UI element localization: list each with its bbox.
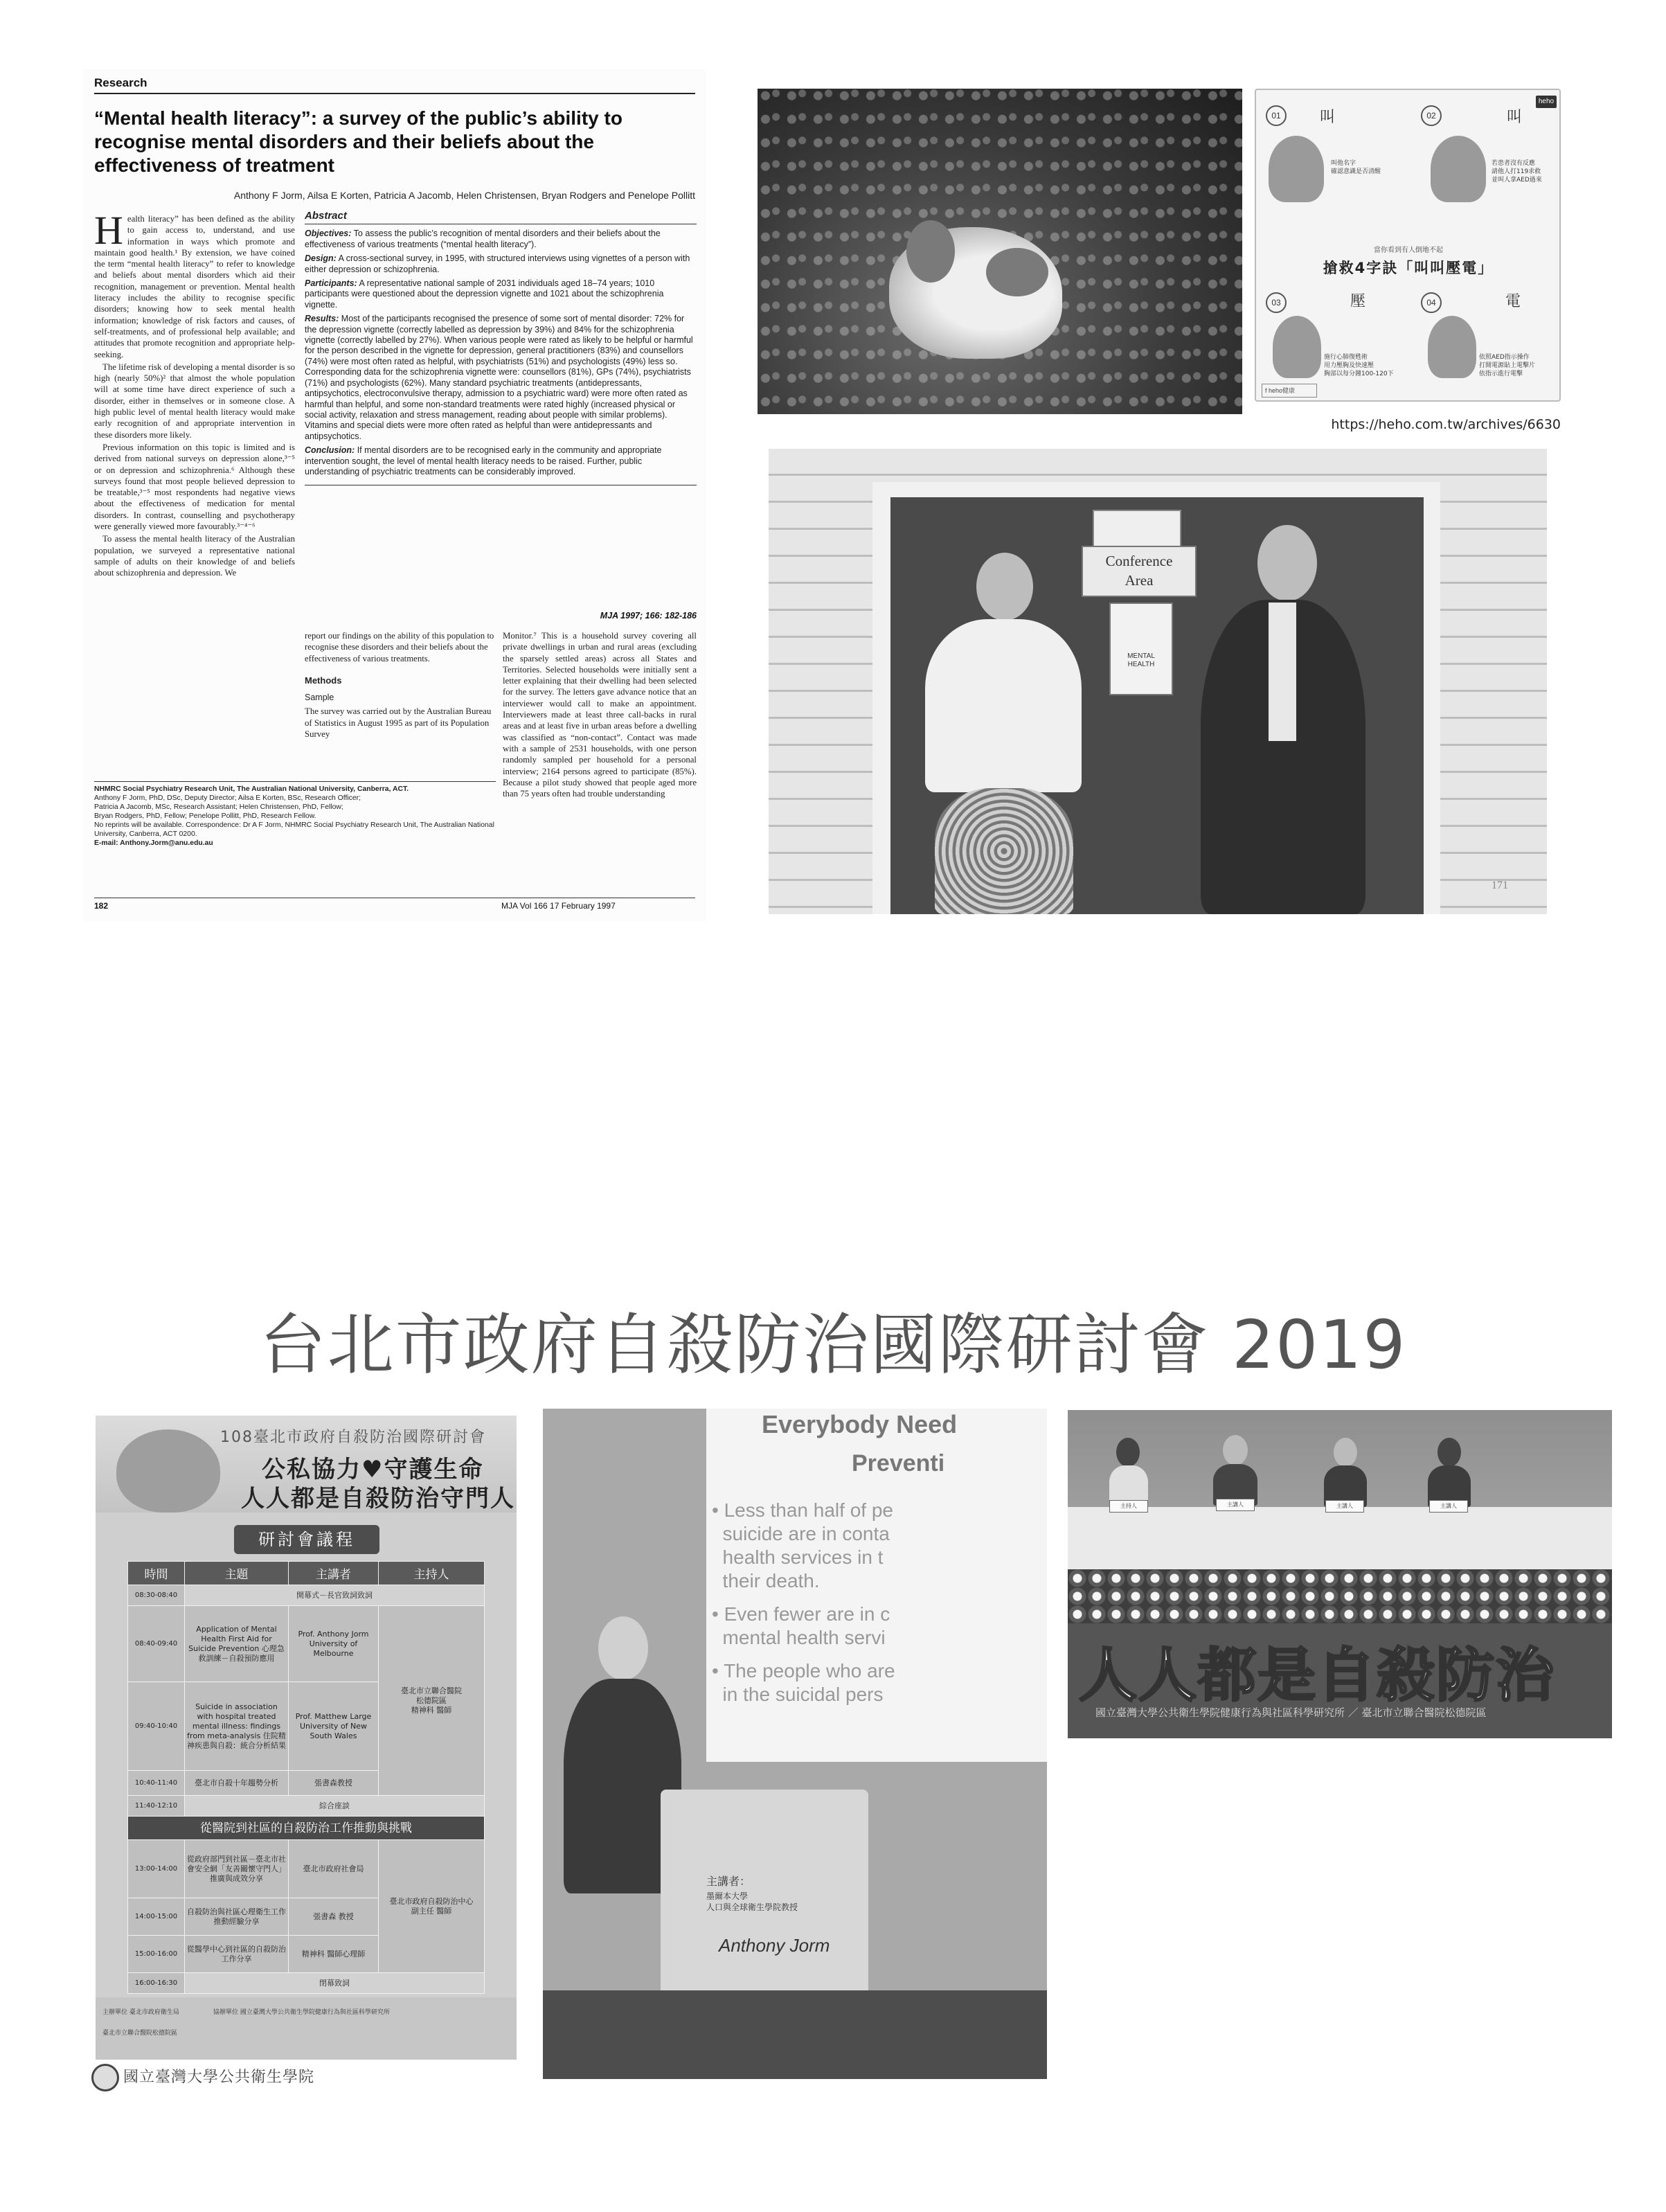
podium-affiliation: 墨爾本大學 人口與全球衛生學院教授 (706, 1891, 798, 1912)
organizer-line: 主辦單位 臺北市政府衛生局 (102, 2009, 179, 2016)
podium-label: 主講者： (706, 1875, 751, 1888)
step-number: 03 (1266, 292, 1287, 313)
affiliation-line: Patricia A Jacomb, MSc, Research Assistant; Helen Christensen, PhD, Fellow; (94, 803, 343, 811)
article-abstract (305, 211, 697, 485)
poster-slogan: 公私協力♥守護生命 (262, 1456, 484, 1483)
affiliation-line: Anthony F Jorm, PhD, DSc, Deputy Director; Ailsa E Korten, BSc, Research Officer; (94, 794, 361, 802)
lecture-photo (543, 1409, 1047, 2079)
step-caption: 若患者沒有反應 請他人打119求救 並叫人拿AED過來 (1492, 160, 1542, 184)
time-cell: 08:40-09:40 (128, 1606, 185, 1682)
table-row (128, 1606, 485, 1682)
sample-heading: Sample (305, 693, 334, 703)
step-word: 電 (1505, 293, 1521, 310)
step-word: 叫 (1320, 109, 1336, 126)
session-band-row (128, 1817, 485, 1840)
heart-illustration-icon (116, 1429, 220, 1513)
step-caption: 依照AED指示操作 打開電源貼上電擊片 依指示進行電擊 (1479, 354, 1536, 377)
banner-slogan: 人人都是自殺防治 (1079, 1641, 1556, 1709)
stage-floor (543, 1990, 1047, 2079)
article-right-column (503, 630, 697, 799)
person-head (598, 1616, 648, 1680)
article-methods-column (305, 630, 496, 740)
speaker-cell: Prof. Anthony Jorm University of Melbourne (289, 1606, 379, 1682)
topic-cell: Application of Mental Health First Aid for Suicide Prevention 心理急救訓練－自殺預防應用 (185, 1606, 289, 1682)
column-header: 主講者 (289, 1562, 379, 1585)
table-row (128, 1796, 485, 1817)
rescuer-figure-icon (1273, 316, 1321, 378)
person-head (1257, 525, 1317, 601)
intro-paragraph: To assess the mental health literacy of the Australian population, we surveyed a representative national sample of adults on their knowledge of and beliefs about schizophrenia and depression. We (94, 534, 295, 578)
body-paragraph: Monitor.⁷ This is a household survey covering all private dwellings in urban and rural areas (excluding the sparsely settled areas) across all States and Territories. Selected households were initially sent a letter explaining that their dwelling had been selected for the survey. The letters gave advance notice that an interviewer would call to make an appointment. Interviewers made at least three call-backs in rural areas and at least five in urban areas before a dwelling was classified as “non-contact”. Contact was made with a sample of 2531 households, with one person randomly sampled per household for a personal interview; 2164 persons agreed to participate (85%). Because a pilot study showed that people aged more than 75 years often had trouble understanding (503, 631, 697, 799)
infographic-step-4 (1417, 288, 1552, 392)
woman-figure (925, 553, 1082, 914)
rescuer-figure-icon (1269, 136, 1324, 202)
column-header: 主持人 (379, 1562, 485, 1585)
host-cell: 臺北市立聯合醫院 松德院區 精神科 醫師 (379, 1606, 485, 1796)
column-header: 時間 (128, 1562, 185, 1585)
article-title: “Mental health literacy”: a survey of the public’s ability to recognise mental disorders and their beliefs about the effectiveness of treatment (94, 107, 622, 176)
infographic-step-2 (1417, 101, 1552, 205)
person-head (976, 553, 1033, 621)
methods-heading: Methods (305, 675, 342, 686)
table-row (128, 1973, 485, 1994)
time-cell: 16:00-16:30 (128, 1973, 185, 1994)
aed-figure-icon (1428, 316, 1476, 378)
banner-organizers: 國立臺灣大學公共衛生學院健康行為與社區科學研究所 ／ 臺北市立聯合醫院松德院區 (1095, 1706, 1487, 1719)
step-caption: 施行心肺復甦術 用力壓胸及快速壓 胸部以每分鐘100-120下 (1324, 354, 1394, 377)
slide-bullet: suicide are in conta (712, 1523, 890, 1544)
flower-arrangement (1068, 1569, 1612, 1632)
person-head (1334, 1438, 1357, 1467)
rescuer-figure-icon (1431, 136, 1486, 202)
topic-cell: 從政府部門到社區－臺北市社會安全網「友善關懷守門人」推廣與成效分享 (185, 1840, 289, 1898)
time-cell: 15:00-16:00 (128, 1936, 185, 1973)
person-cardigan (925, 619, 1082, 792)
speaker-cell: 精神科 醫師心理師 (289, 1936, 379, 1973)
slide-title: Preventi (852, 1450, 945, 1477)
table-header-row (128, 1562, 485, 1585)
dog-ear (986, 248, 1048, 296)
host-cell: 臺北市政府自殺防治中心 副主任 醫師 (379, 1840, 485, 1973)
speaker-cell: 張書森教授 (289, 1771, 379, 1796)
table-row (128, 1840, 485, 1898)
drop-cap: H (94, 208, 123, 253)
dog-ear (906, 220, 955, 283)
slide-bullet: • Even fewer are in c (712, 1603, 890, 1625)
session-cell: 開幕式－長官致詞致詞 (185, 1585, 485, 1606)
affiliation-line: No reprints will be available. Correspondence: Dr A F Jorm, NHMRC Social Psychiatry Research Unit, The Australian National University, Canberra, ACT 0200. (94, 821, 494, 838)
step-caption: 叫他名字 確認意識是否清醒 (1331, 160, 1381, 175)
column-header: 主題 (185, 1562, 289, 1585)
person-head (1223, 1435, 1248, 1465)
slide-bullets (712, 1499, 1047, 1716)
speaker-cell: Prof. Matthew Large University of New South Wales (289, 1682, 379, 1771)
infographic-step-3 (1262, 288, 1397, 392)
projection-screen (706, 1409, 1047, 1762)
article-section-label: Research (94, 76, 695, 94)
slide-bullet: • The people who are (712, 1660, 895, 1682)
topic-cell: Suicide in association with hospital treated mental illness: findings from meta-analysis 住院精神疾患與自殺：統合分析結果 (185, 1682, 289, 1771)
man-figure (1201, 525, 1365, 914)
nameplate: 主講人 (1325, 1500, 1364, 1513)
session-band-title: 從醫院到社區的自殺防治工作推動與挑戰 (128, 1817, 485, 1840)
step-number: 01 (1266, 105, 1287, 126)
intro-paragraph: ealth literacy” has been defined as the ability to gain access to, understand, and use information in ways which promote and maintain good health.¹ By extension, we have coined the term “mental health literacy” to refer to knowledge and beliefs about mental disorders which aid their recognition, management or prevention. Mental health literacy includes the ability to recognise specific disorders; knowing how to seek mental health information; knowledge of risk factors and causes, of self-treatments, and of professional help available; and attitudes that promote recognition and appropriate help-seeking. (94, 214, 295, 359)
university-seal-icon (91, 2064, 119, 2091)
heho-badge: heho (1536, 96, 1557, 108)
session-cell: 綜合座談 (185, 1796, 485, 1817)
facebook-tag: f heho健康 (1262, 384, 1317, 398)
organizer-line: 協辦單位 國立臺灣大學公共衛生學院健康行為與社區科學研究所 (213, 2009, 390, 2016)
time-cell: 13:00-14:00 (128, 1840, 185, 1898)
poster-event-name: 108臺北市政府自殺防治國際研討會 (220, 1429, 486, 1446)
conference-area-sign: Conference Area (1082, 546, 1197, 597)
time-cell: 08:30-08:40 (128, 1585, 185, 1606)
conference-program-poster (96, 1416, 517, 2060)
nameplate: 主持人 (1109, 1500, 1148, 1513)
journal-article-clipping (83, 69, 706, 921)
section-title: 台北市政府自殺防治國際研討會 2019 (259, 1306, 1407, 1384)
schedule-title: 研討會議程 (234, 1525, 379, 1554)
abstract-results: Results: Most of the participants recognised the presence of some sort of mental disorder: 72% for the depression vignette (correctly labelled as depression by 39%) and 84% for the schizophrenia vignette (correctly labelled by 27%). When various people were rated as likely to be helpful or harmful for the person described in the vignette for depression, general practitioners (83%) and counsellors (74%) were most often rated as helpful, with psychiatrists (51%) and psychologists (49%) less so. Corresponding data for the schizophrenia vignette were: counsellors (81%), GPs (74%), psychiatrists (71%) and psychologists (62%). Many standard psychiatric treatments (antidepressants, antipsychotics, electroconvulsive therapy, admission to a psychiatric ward) were more often rated as harmful than helpful, and some non-standard treatments were rated highly (increased physical or social activity, relaxation and stress management, reading about people with similar problems). Vitamins and special diets were more often rated as helpful than were antidepressants and antipsychotics. (305, 314, 693, 441)
slide-bullet: in the suicidal pers (712, 1684, 884, 1705)
topic-cell: 臺北市自殺十年趨勢分析 (185, 1771, 289, 1796)
stage-banner (1068, 1623, 1612, 1738)
step-number: 04 (1421, 292, 1442, 313)
nameplate: 主講人 (1429, 1500, 1468, 1513)
affiliation-line: Bryan Rodgers, PhD, Fellow; Penelope Pollitt, PhD, Research Fellow. (94, 812, 316, 820)
banner-title: 搶救4字訣「叫叫壓電」 (1323, 260, 1494, 276)
intro-paragraph: The lifetime risk of developing a mental disorder is so high (nearly 50%)² that almost the whole population will at some time have direct experience of such a disorder, either in themselves or in someone close. A high public level of mental health literacy would make early recognition of and appropriate intervention in these disorders more likely. (94, 362, 295, 440)
infographic-banner (1291, 244, 1526, 278)
session-cell: 閉幕致詞 (185, 1973, 485, 1994)
source-url: https://heho.com.tw/archives/6630 (1331, 417, 1561, 432)
abstract-design: Design: A cross-sectional survey, in 1995, with structured interviews using vignettes of a person with either depression or schizophrenia. (305, 253, 690, 274)
slide-bullet: their death. (712, 1570, 820, 1591)
banner-subtitle: 當你看到有人倒地不起 (1374, 247, 1443, 254)
person-shirt (1269, 603, 1296, 741)
step-word: 壓 (1350, 293, 1366, 310)
time-cell: 14:00-15:00 (128, 1898, 185, 1936)
slide-bullet: health services in t (712, 1546, 884, 1568)
article-citation: MJA 1997; 166: 182-186 (600, 611, 697, 621)
speaker-cell: 臺北市政府社會局 (289, 1840, 379, 1898)
panel-discussion-photo (1068, 1410, 1612, 1738)
article-footer (94, 898, 695, 911)
author-affiliations (94, 781, 496, 848)
schedule-table (127, 1561, 485, 1994)
person-skirt (935, 788, 1073, 914)
body-paragraph: report our findings on the ability of this population to recognise these disorders and their beliefs about the effectiveness of various treatments. (305, 631, 494, 663)
person-head (1116, 1438, 1140, 1467)
abstract-heading: Abstract (305, 211, 697, 224)
cpr-infographic (1255, 89, 1561, 402)
page-number: 182 (94, 901, 109, 911)
podium-speaker-name: Anthony Jorm (719, 1935, 830, 1956)
nameplate: 主講人 (1216, 1499, 1255, 1511)
poster-header (96, 1416, 517, 1513)
slide-title: Everybody Need (762, 1410, 958, 1438)
abstract-participants: Participants: A representative national sample of 2031 individuals aged 18–74 years; 1010 participants were questioned about the depression vignette and 1021 about the schizophrenia vignette. (305, 278, 664, 310)
time-cell: 11:40-12:10 (128, 1796, 185, 1817)
topic-cell: 從醫學中心到社區的自殺防治工作分享 (185, 1936, 289, 1973)
organizer-line: 臺北市立聯合醫院松德院區 (102, 2030, 178, 2037)
intro-paragraph: Previous information on this topic is limited and is derived from national surveys on depression alone,³⁻⁵ or on depression and schizophrenia.⁶ Although these surveys found that most people believed depression to be treatable,³⁻⁵ most respondents had negative views about the effectiveness of medication for mental disorders. In contrast, counselling and psychotherapy were generally viewed more favourably.³⁻⁴⁻⁶ (94, 442, 295, 532)
dog-photo (758, 89, 1242, 414)
page-mark: 171 (1492, 880, 1508, 891)
conference-doorway-photo (769, 449, 1547, 914)
slide-bullet: • Less than half of pe (712, 1499, 893, 1521)
poster-slogan: 人人都是自殺防治守門人 (241, 1485, 515, 1513)
topic-cell: 自殺防治與社區心理衛生工作推動經驗分享 (185, 1898, 289, 1936)
step-word: 叫 (1507, 109, 1523, 126)
speaker-cell: 張書森 教授 (289, 1898, 379, 1936)
poster-footer-name: 國立臺灣大學公共衛生學院 (123, 2069, 315, 2086)
poster-organizers (96, 1997, 517, 2060)
mental-health-poster: MENTAL HEALTH (1109, 603, 1173, 695)
article-authors: Anthony F Jorm, Ailsa E Korten, Patricia A Jacomb, Helen Christensen, Bryan Rodgers and Penelope Pollitt (233, 190, 695, 201)
person-head (1437, 1438, 1461, 1467)
step-number: 02 (1421, 105, 1442, 126)
time-cell: 09:40-10:40 (128, 1682, 185, 1771)
article-intro-column (94, 208, 295, 580)
abstract-conclusion: Conclusion: If mental disorders are to be recognised early in the community and appropriate intervention sought, the level of mental health literacy needs to be raised. Further, public understanding of psychiatric treatments can be considerably improved. (305, 445, 662, 476)
affiliation-line: NHMRC Social Psychiatry Research Unit, The Australian National University, Canberra, ACT. (94, 785, 409, 793)
body-paragraph: The survey was carried out by the Australian Bureau of Statistics in August 1995 as part of its Population Survey (305, 706, 492, 740)
journal-issue: MJA Vol 166 17 February 1997 (501, 901, 616, 911)
table-row (128, 1585, 485, 1606)
infographic-step-1 (1262, 101, 1397, 205)
slide-bullet: mental health servi (712, 1627, 886, 1648)
abstract-objectives: Objectives: To assess the public’s recognition of mental disorders and their beliefs about the effectiveness of various treatments (“mental health literacy”). (305, 229, 661, 249)
affiliation-line: E-mail: Anthony.Jorm@anu.edu.au (94, 839, 213, 847)
time-cell: 10:40-11:40 (128, 1771, 185, 1796)
